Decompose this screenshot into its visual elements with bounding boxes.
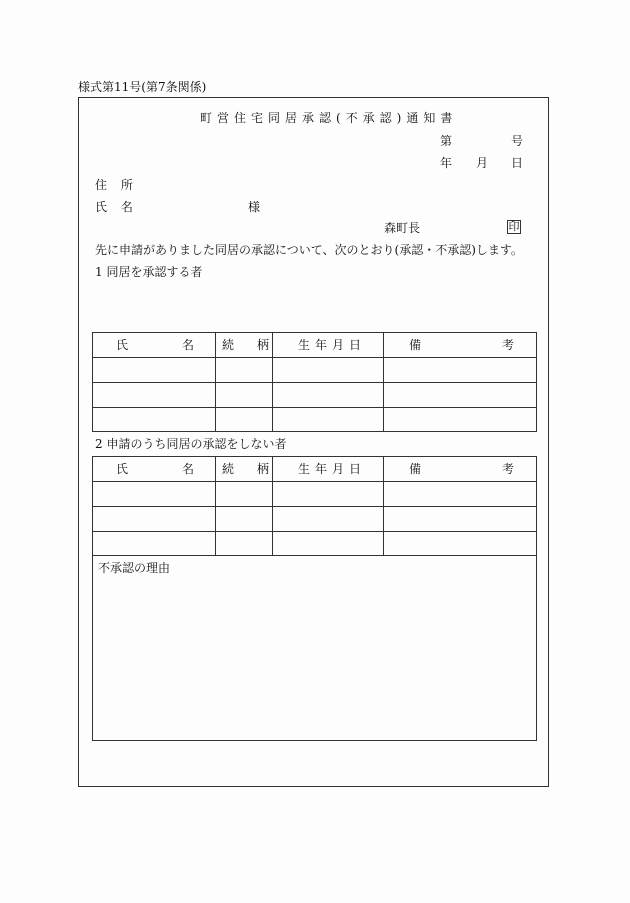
approved-table-col (383, 332, 384, 432)
header-name-b: 名 (182, 338, 195, 352)
approved-table-col (215, 332, 216, 432)
rejected-table-rule (92, 481, 537, 482)
approved-table-rule (92, 382, 537, 383)
approved-table-col (272, 332, 273, 432)
header-name-b: 名 (182, 462, 195, 476)
date-day: 日 (511, 156, 524, 170)
form-label: 様式第11号(第7条関係) (78, 80, 207, 94)
approved-table-rule (92, 357, 537, 358)
seal-mark: 印 (508, 220, 520, 233)
header-notes-a: 備 (409, 338, 422, 352)
number-prefix: 第 (440, 134, 453, 148)
address-label: 住 所 (95, 178, 138, 192)
header-notes-a: 備 (409, 462, 422, 476)
form-title: 町営住宅同居承認(不承認)通知書 (200, 111, 458, 125)
rejected-table-col (272, 456, 273, 556)
number-suffix: 号 (511, 134, 524, 148)
section2-heading: 2 申請のうち同居の承認をしない者 (95, 437, 287, 451)
section1-heading: 1 同居を承認する者 (95, 265, 203, 279)
header-rel-a: 続 (222, 462, 235, 476)
name-label: 氏 名 (95, 200, 138, 214)
body-text: 先に申請がありました同居の承認について、次のとおり(承認・不承認)します。 (95, 243, 523, 257)
header-name-a: 氏 (116, 338, 129, 352)
header-name-a: 氏 (116, 462, 129, 476)
rejected-table-col (383, 456, 384, 556)
header-notes-b: 考 (502, 462, 515, 476)
rejected-table-rule (92, 506, 537, 507)
approved-table-rule (92, 407, 537, 408)
header-rel-a: 続 (222, 338, 235, 352)
header-rel-b: 柄 (257, 462, 270, 476)
header-birth: 生年月日 (298, 462, 367, 476)
reason-box (92, 555, 537, 741)
header-birth: 生年月日 (298, 338, 367, 352)
date-month: 月 (476, 156, 489, 170)
honorific: 様 (248, 200, 261, 214)
header-rel-b: 柄 (257, 338, 270, 352)
reason-label: 不承認の理由 (98, 561, 171, 575)
header-notes-b: 考 (502, 338, 515, 352)
rejected-table-rule (92, 531, 537, 532)
issuer-title: 森町長 (384, 221, 421, 235)
date-year: 年 (440, 156, 453, 170)
rejected-table-col (215, 456, 216, 556)
